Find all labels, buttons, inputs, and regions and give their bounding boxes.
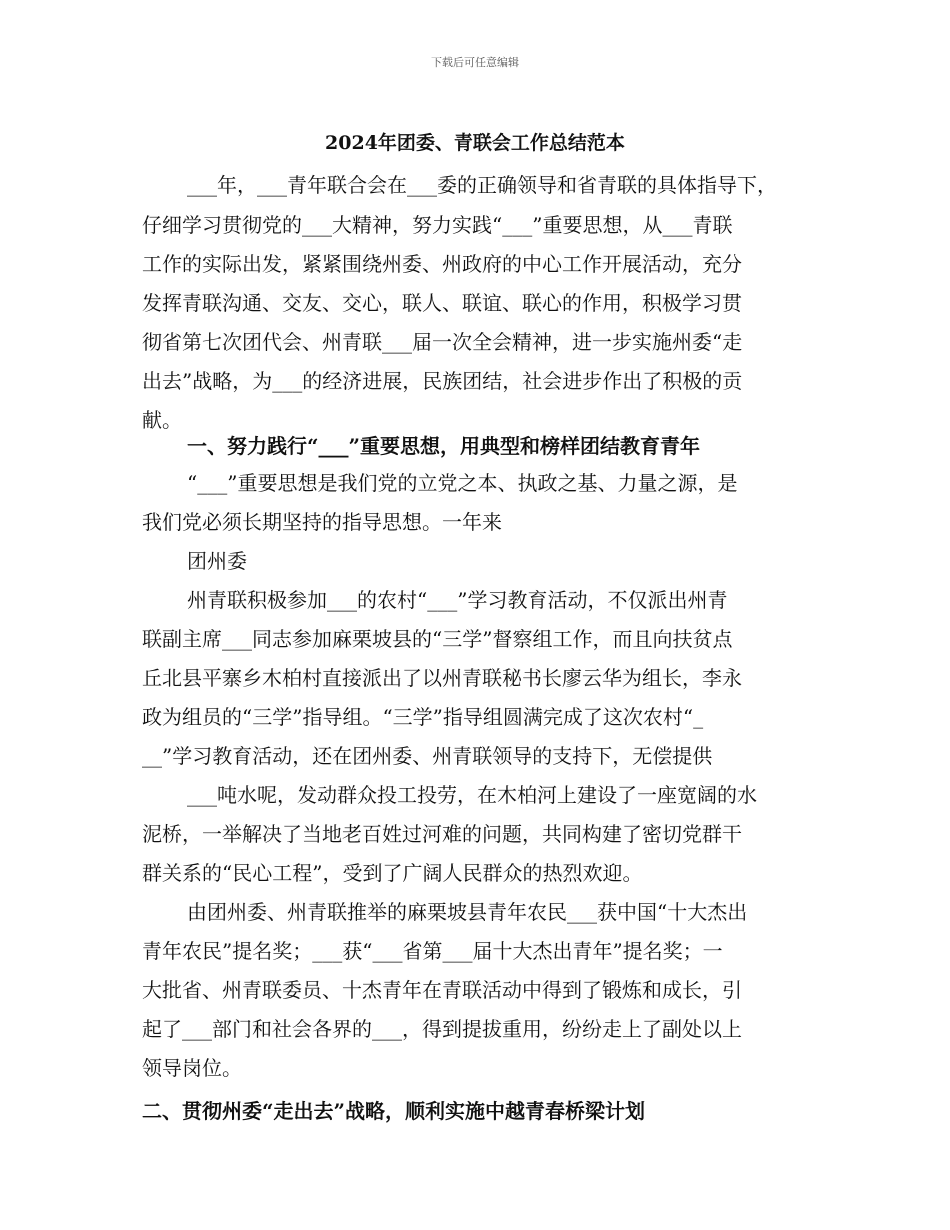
paragraph-line: “___”重要思想是我们党的立党之本、执政之基、力量之源，是 [187,471,738,495]
section-heading-2: 二、贯彻州委“走出去”战略，顺利实施中越青春桥梁计划 [142,1099,646,1123]
paragraph-line: 由团州委、州青联推举的麻栗坡县青年农民___获中国“十大杰出 [187,900,748,924]
paragraph-line: 起了___部门和社会各界的___，得到提拔重用，纷纷走上了副处以上 [142,1017,742,1041]
paragraph-line: 发挥青联沟通、交友、交心，联人、联谊、联心的作用，积极学习贯 [142,291,742,315]
paragraph-line: 泥桥，一举解决了当地老百姓过河难的问题，共同构建了密切党群干 [142,822,742,846]
header-note: 下载后可任意编辑 [431,56,519,69]
section-heading-1: 一、努力践行“___”重要思想，用典型和榜样团结教育青年 [187,434,701,458]
paragraph-line: ___吨水呢，发动群众投工投劳，在木柏河上建设了一座宽阔的水 [187,783,757,807]
document-title: 2024年团委、青联会工作总结范本 [325,132,625,154]
paragraph-line: ___年，___青年联合会在___委的正确领导和省青联的具体指导下， [187,173,777,197]
paragraph-line: 献。 [142,408,182,432]
paragraph-line: 青年农民”提名奖；___获“___省第___届十大杰出青年”提名奖；一 [142,939,723,963]
paragraph-line: 群关系的“民心工程”，受到了广阔人民群众的热烈欢迎。 [142,861,643,885]
paragraph-line: 领导岗位。 [142,1056,242,1080]
paragraph-line: 丘北县平寨乡木柏村直接派出了以州青联秘书长廖云华为组长，李永 [142,666,742,690]
paragraph-line: 工作的实际出发，紧紧围绕州委、州政府的中心工作开展活动，充分 [142,252,742,276]
paragraph-line: 大批省、州青联委员、十杰青年在青联活动中得到了锻炼和成长，引 [142,978,742,1002]
paragraph-line: 彻省第七次团代会、州青联___届一次全会精神，进一步实施州委“走 [142,330,743,354]
paragraph-line: 团州委 [187,549,247,573]
paragraph-line: 联副主席___同志参加麻栗坡县的“三学”督察组工作，而且向扶贫点 [142,627,733,651]
paragraph-line: 出去”战略，为___的经济进展，民族团结，社会进步作出了积极的贡 [142,369,743,393]
paragraph-line: 州青联积极参加___的农村“___”学习教育活动，不仅派出州青 [187,588,728,612]
paragraph-line: 我们党必须长期坚持的指导思想。一年来 [142,510,502,534]
paragraph-line: __”学习教育活动，还在团州委、州青联领导的支持下，无偿提供 [142,744,713,768]
paragraph-line: 仔细学习贯彻党的___大精神，努力实践“___”重要思想，从___青联 [142,213,733,237]
paragraph-line: 政为组员的“三学”指导组。“三学”指导组圆满完成了这次农村“_ [142,705,704,729]
